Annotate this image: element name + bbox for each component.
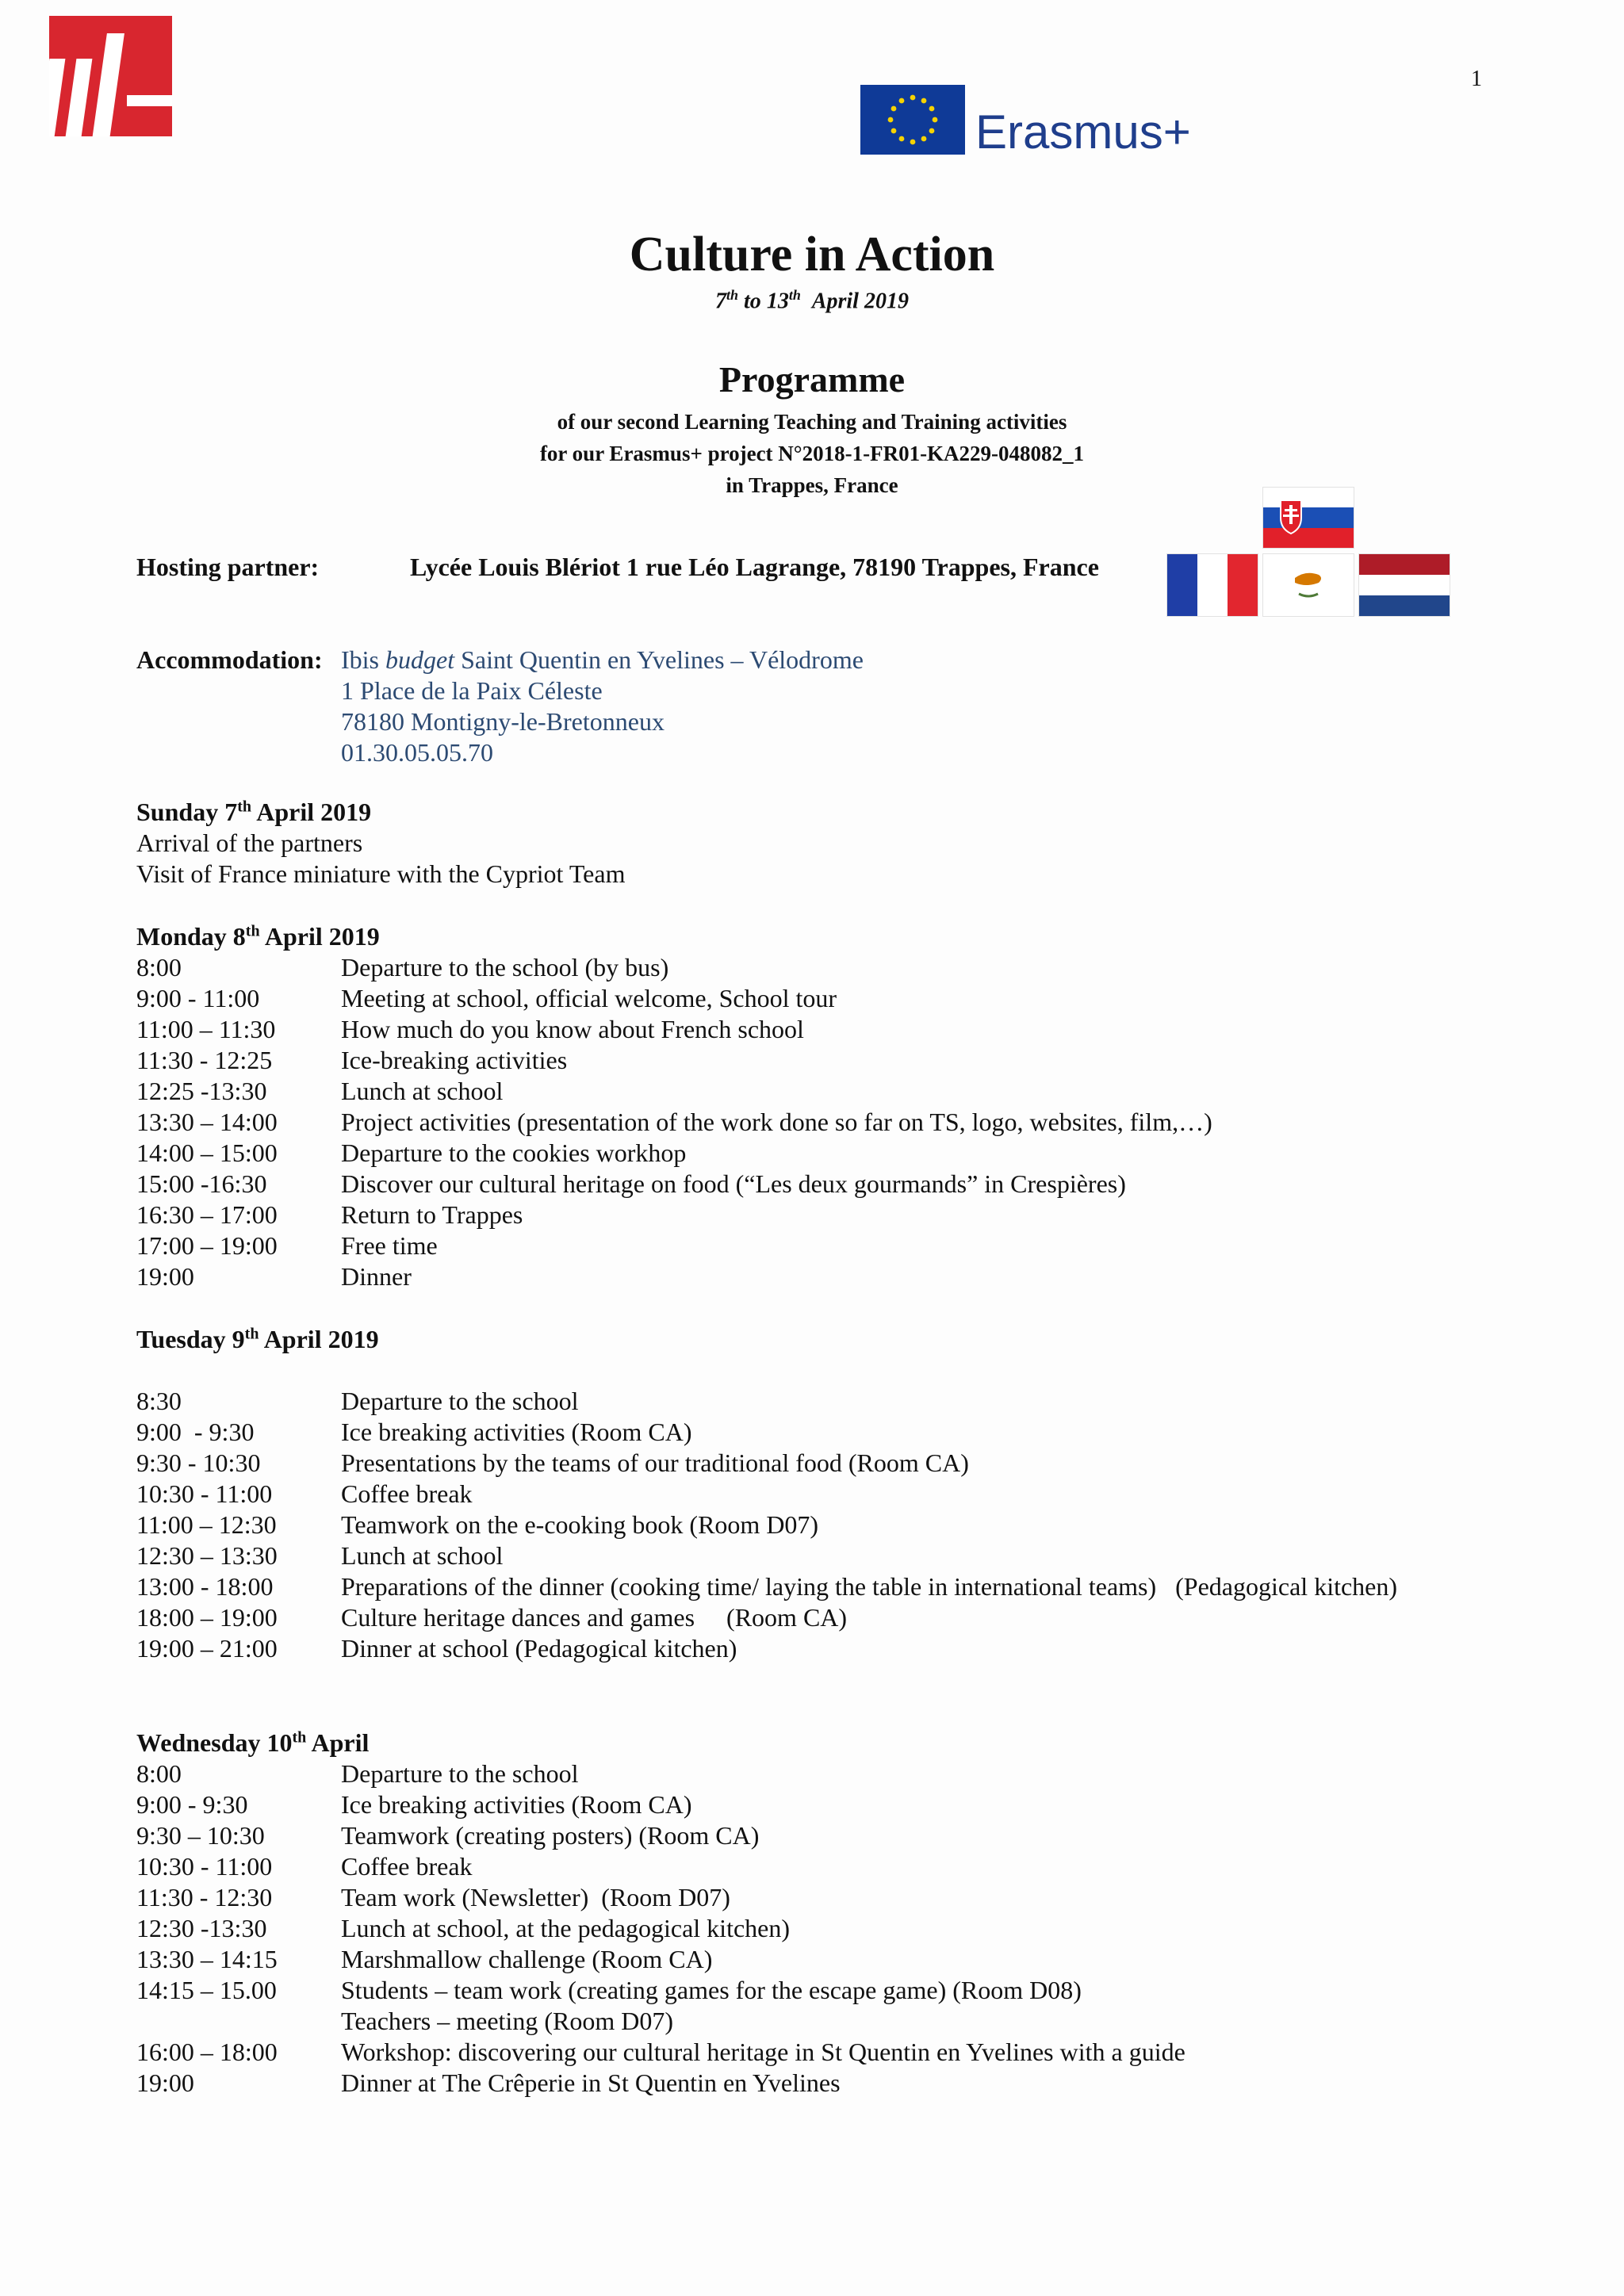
- schedule-time: 9:00 - 9:30: [136, 1790, 248, 1819]
- programme-subtitle-line: in Trappes, France: [726, 473, 898, 497]
- schedule-time: 8:00: [136, 1759, 182, 1788]
- accommodation-address: 1 Place de la Paix Céleste: [341, 676, 603, 705]
- schedule-activity: Departure to the school: [341, 1759, 579, 1788]
- accommodation-city: 78180 Montigny-le-Bretonneux: [341, 707, 665, 736]
- schedule-time: 9:30 – 10:30: [136, 1821, 265, 1850]
- schedule-time: 16:00 – 18:00: [136, 2038, 278, 2066]
- schedule-activity: Lunch at school, at the pedagogical kitchen): [341, 1914, 791, 1942]
- programme-title: Programme: [718, 359, 906, 400]
- programme-subtitle-line: for our Erasmus+ project N°2018-1-FR01-KA229-048082_1: [539, 442, 1085, 465]
- schedule-activity: Coffee break: [341, 1852, 473, 1881]
- netherlands-flag-icon: [1358, 553, 1450, 617]
- schedule-time: 13:00 - 18:00: [136, 1572, 274, 1601]
- schedule-activity: Students – team work (creating games for the escape game) (Room D08): [341, 1976, 1082, 2004]
- schedule-activity: Workshop: discovering our cultural heritage in St Quentin en Yvelines with a guide: [341, 2038, 1185, 2066]
- schedule-time: 10:30 - 11:00: [136, 1852, 273, 1881]
- schedule-activity: Preparations of the dinner (cooking time/ laying the table in international teams) (Pedagogical kitchen): [341, 1572, 1398, 1601]
- schedule-time: 14:00 – 15:00: [136, 1138, 278, 1167]
- accommodation-phone: 01.30.05.05.70: [341, 738, 493, 767]
- schedule-activity: Teamwork (creating posters) (Room CA): [341, 1821, 760, 1850]
- schedule-time: 19:00: [136, 1262, 194, 1291]
- schedule-time: 16:30 – 17:00: [136, 1200, 278, 1229]
- schedule-activity: Team work (Newsletter) (Room D07): [341, 1883, 730, 1911]
- schedule-time: 15:00 -16:30: [136, 1169, 267, 1198]
- schedule-activity: Departure to the cookies workhop: [341, 1138, 687, 1167]
- schedule-time: 14:15 – 15.00: [136, 1976, 277, 2004]
- event-dates: 7th to 13th April 2019: [715, 287, 909, 314]
- france-flag-icon: [1166, 553, 1258, 617]
- erasmus-plus-logo: Erasmus+: [975, 105, 1191, 159]
- schedule-activity: Presentations by the teams of our traditional food (Room CA): [341, 1448, 969, 1477]
- schedule-activity: Coffee break: [341, 1479, 473, 1508]
- day-heading-monday: Monday 8th April 2019: [136, 922, 380, 951]
- schedule-activity: Departure to the school: [341, 1387, 579, 1415]
- schedule-time: 9:00 - 9:30: [136, 1418, 255, 1446]
- schedule-activity: Return to Trappes: [341, 1200, 523, 1229]
- hosting-partner-value: Lycée Louis Blériot 1 rue Léo Lagrange, 78190 Trappes, France: [410, 553, 1099, 581]
- schedule-activity: Culture heritage dances and games (Room CA): [341, 1603, 848, 1632]
- schedule-activity: How much do you know about French school: [341, 1015, 804, 1043]
- schedule-time: 12:30 – 13:30: [136, 1541, 278, 1570]
- school-logo: [49, 16, 172, 136]
- day-heading-tuesday: Tuesday 9th April 2019: [136, 1325, 379, 1353]
- schedule-activity: Dinner: [341, 1262, 412, 1291]
- schedule-time: 13:30 – 14:00: [136, 1108, 278, 1136]
- schedule-time: 8:30: [136, 1387, 182, 1415]
- schedule-time: 17:00 – 19:00: [136, 1231, 278, 1260]
- sunday-line: Arrival of the partners: [136, 828, 363, 857]
- schedule-activity: Meeting at school, official welcome, School tour: [341, 984, 837, 1012]
- schedule-time: 12:25 -13:30: [136, 1077, 267, 1105]
- schedule-activity: Marshmallow challenge (Room CA): [341, 1945, 713, 1973]
- schedule-time: 11:00 – 12:30: [136, 1510, 277, 1539]
- schedule-activity: Departure to the school (by bus): [341, 953, 669, 982]
- schedule-activity: Lunch at school: [341, 1541, 504, 1570]
- schedule-time: 9:00 - 11:00: [136, 984, 260, 1012]
- schedule-activity: Ice breaking activities (Room CA): [341, 1790, 692, 1819]
- schedule-time: 8:00: [136, 953, 182, 982]
- day-heading-sunday: Sunday 7th April 2019: [136, 798, 372, 826]
- accommodation-name: Ibis budget Saint Quentin en Yvelines – Vélodrome: [341, 645, 864, 674]
- schedule-activity: Ice breaking activities (Room CA): [341, 1418, 692, 1446]
- page-number: 1: [1471, 67, 1482, 91]
- schedule-time: 13:30 – 14:15: [136, 1945, 278, 1973]
- schedule-activity: Ice-breaking activities: [341, 1046, 568, 1074]
- schedule-activity: Free time: [341, 1231, 438, 1260]
- sunday-line: Visit of France miniature with the Cypriot Team: [136, 859, 626, 888]
- schedule-time: 12:30 -13:30: [136, 1914, 267, 1942]
- schedule-time: 10:30 - 11:00: [136, 1479, 273, 1508]
- accommodation-label: Accommodation:: [136, 645, 323, 674]
- page-title: Culture in Action: [629, 228, 995, 281]
- schedule-activity: Dinner at The Crêperie in St Quentin en Yvelines: [341, 2068, 841, 2097]
- schedule-activity: Project activities (presentation of the work done so far on TS, logo, websites, film,…): [341, 1108, 1212, 1136]
- slovakia-flag-icon: [1262, 487, 1354, 549]
- schedule-activity: Discover our cultural heritage on food (“Les deux gourmands” in Crespières): [341, 1169, 1126, 1198]
- schedule-activity: Teachers – meeting (Room D07): [341, 2007, 673, 2035]
- schedule-activity: Lunch at school: [341, 1077, 504, 1105]
- schedule-activity: Teamwork on the e-cooking book (Room D07): [341, 1510, 819, 1539]
- schedule-time: 11:00 – 11:30: [136, 1015, 276, 1043]
- eu-flag-icon: [860, 85, 965, 155]
- schedule-time: 19:00 – 21:00: [136, 1634, 278, 1663]
- schedule-time: 19:00: [136, 2068, 194, 2097]
- programme-subtitle-line: of our second Learning Teaching and Training activities: [557, 410, 1067, 434]
- schedule-time: 11:30 - 12:25: [136, 1046, 273, 1074]
- schedule-time: 18:00 – 19:00: [136, 1603, 278, 1632]
- schedule-time: 11:30 - 12:30: [136, 1883, 273, 1911]
- day-heading-wednesday: Wednesday 10th April: [136, 1728, 370, 1757]
- cyprus-flag-icon: [1262, 553, 1354, 617]
- schedule-activity: Dinner at school (Pedagogical kitchen): [341, 1634, 737, 1663]
- hosting-partner-label: Hosting partner:: [136, 553, 320, 581]
- schedule-time: 9:30 - 10:30: [136, 1448, 261, 1477]
